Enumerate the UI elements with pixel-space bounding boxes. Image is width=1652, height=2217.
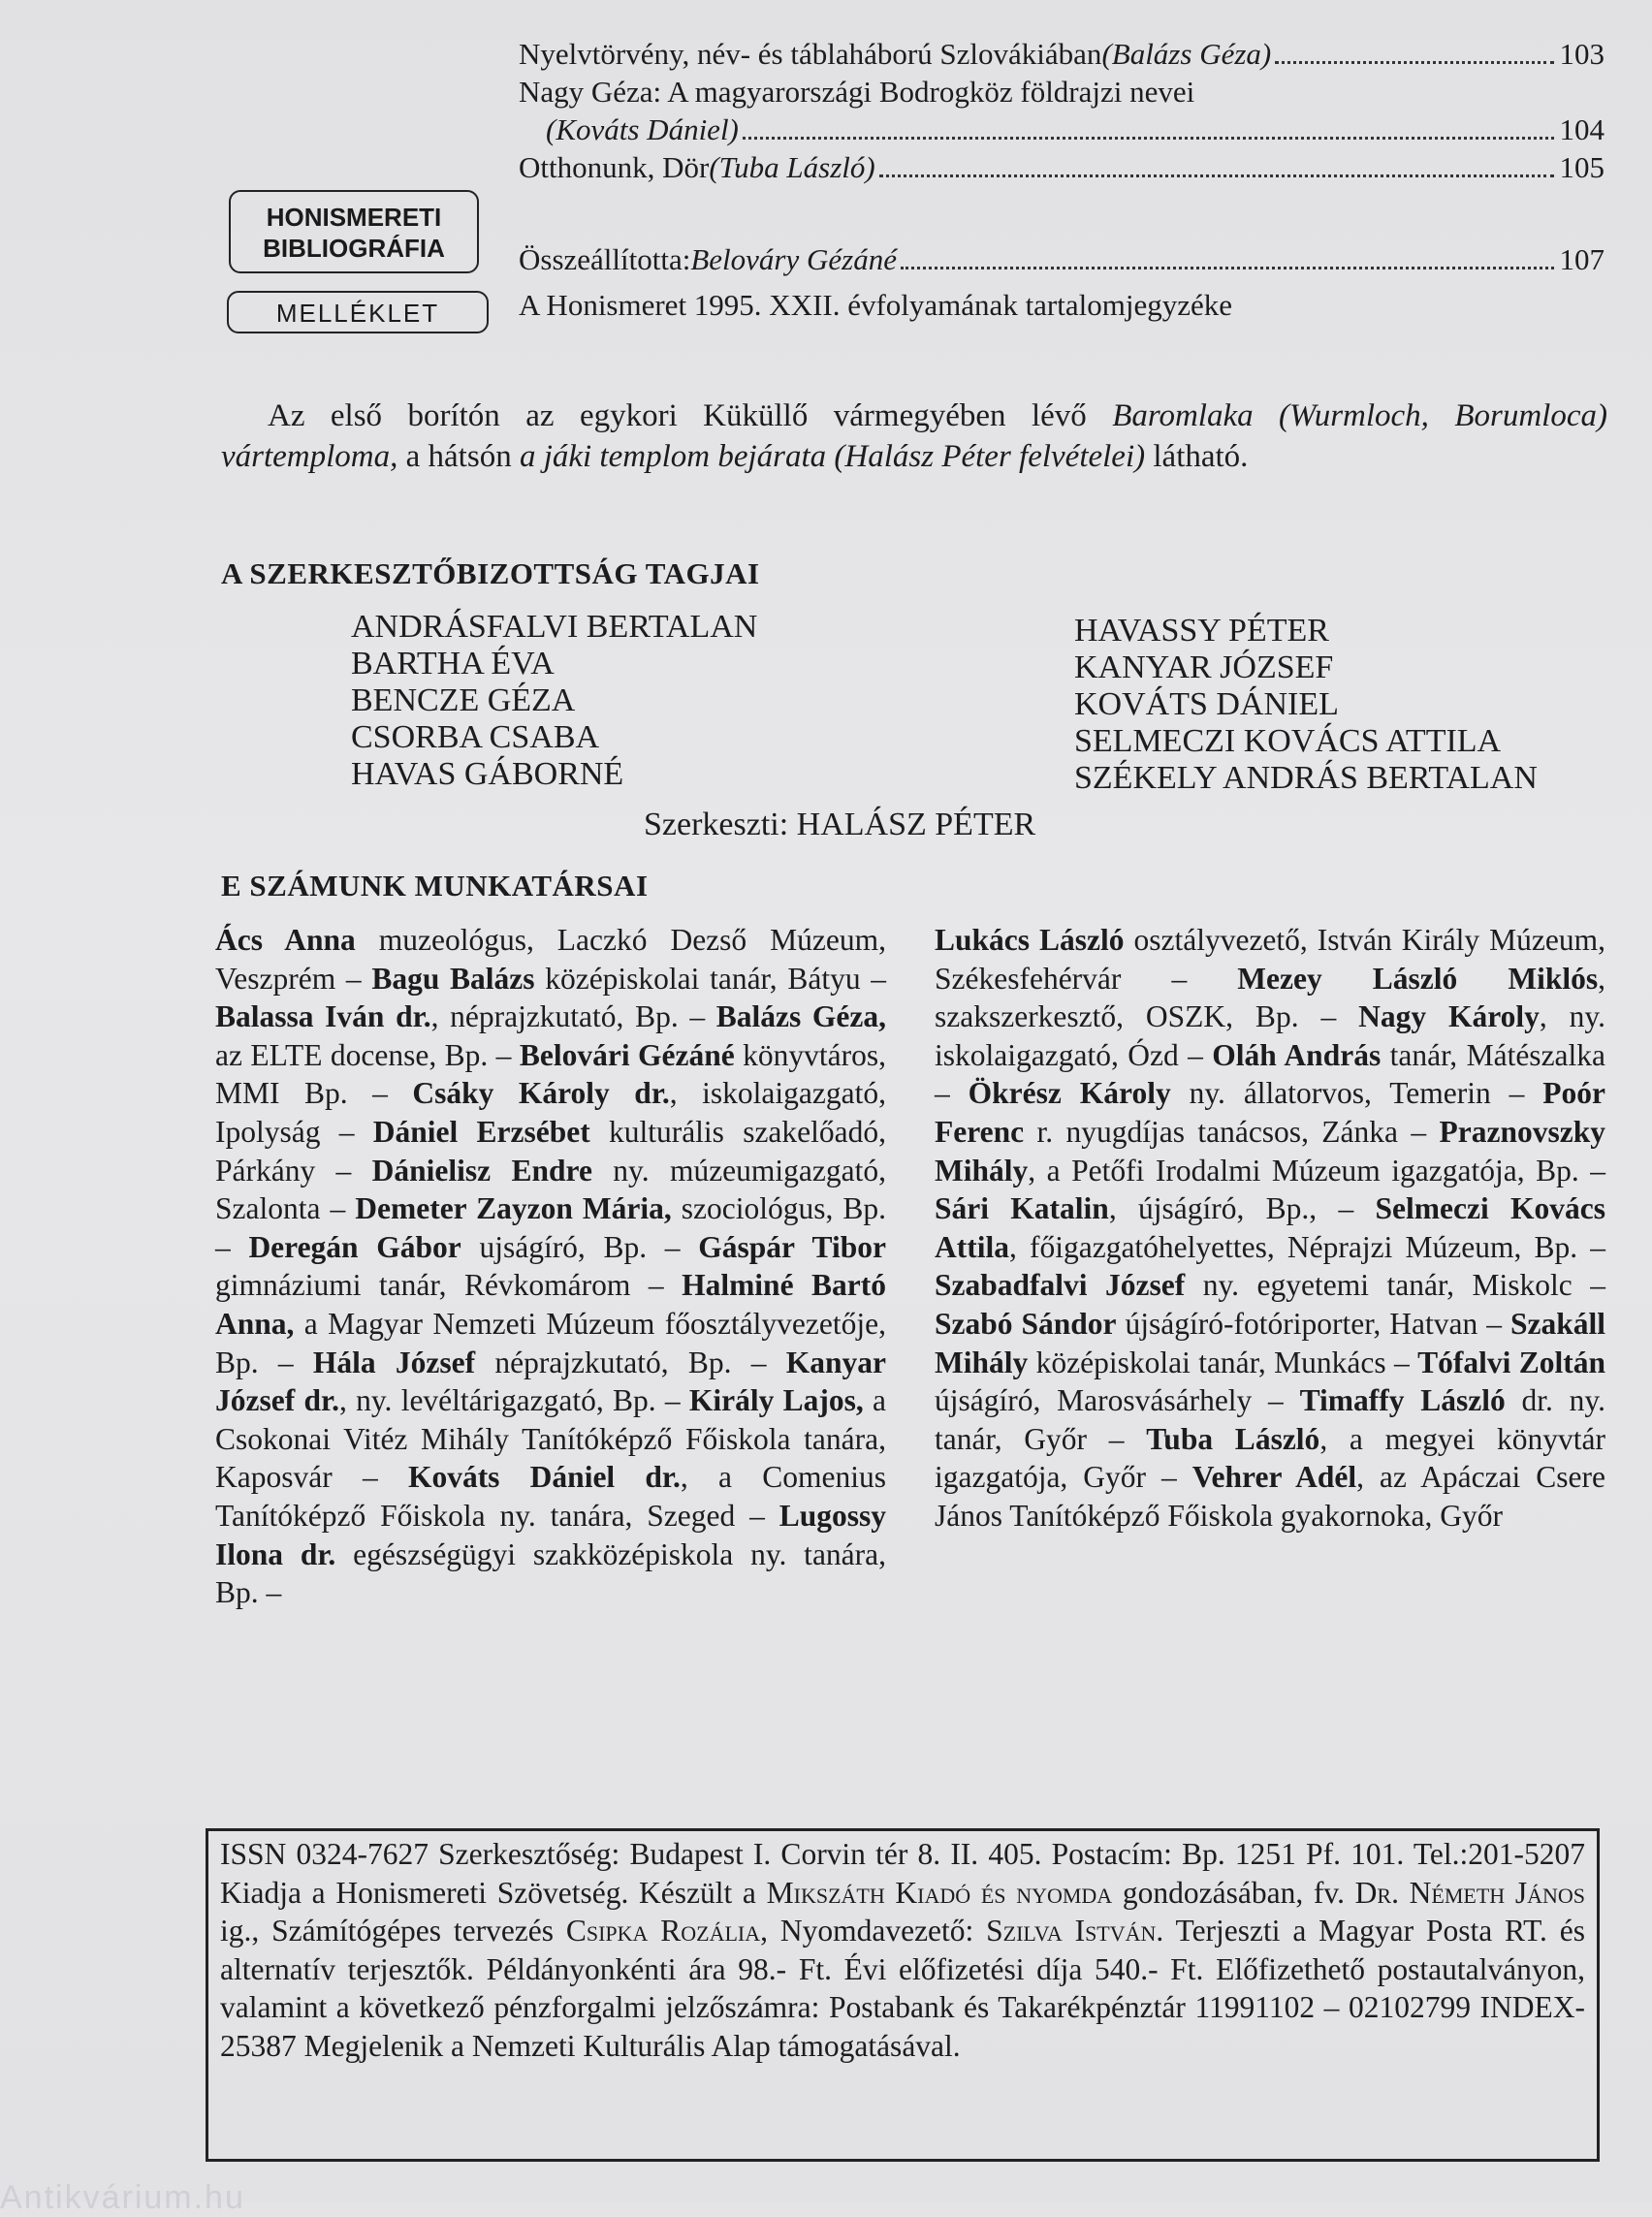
contributor-description: , újságíró, Bp., – [1108,1191,1376,1226]
contributor-name: Praznovszky Mihály [935,1114,1605,1188]
contributor-description: néprajzkutató, Bp. – [475,1345,786,1379]
contributor-name: Kanyar József dr. [215,1345,887,1418]
contributor-name: Szabadfalvi József [935,1268,1186,1303]
leader-dots [901,266,1554,269]
page-number: 103 [1559,37,1604,71]
contributor-description: ny. állatorvos, Temerin – [1170,1076,1543,1111]
page-number: 107 [1559,242,1604,276]
contributor-description: , a Petőfi Irodalmi Múzeum igazgatója, Bp. – [1028,1153,1605,1188]
contributor-name: Selmeczi Kovács Attila [935,1191,1606,1264]
contributor-name: Csáky Károly dr. [412,1076,670,1111]
contributor-name: Király Lajos, [688,1383,864,1418]
cover-caption: Az első borítón az egykori Küküllő vármegyében lévő Baromlaka (Wurmloch, Borumloca) vártemploma, a hátsón a jáki templom bejárata (Halász Péter felvételei) látható. [221,398,1607,474]
page-number: 105 [1559,150,1604,184]
board-member: KANYAR JÓZSEF [1074,649,1334,685]
contributor-description: , ny. levéltárigazgató, Bp. – [338,1383,689,1418]
board-member: BARTHA ÉVA [351,646,555,681]
contributor-description: ujságíró, Bp. – [461,1229,699,1264]
page-number: 104 [1559,112,1604,146]
toc-entry: Nyelvtörvény, név- és táblaháború Szlovákiában (Balázs Géza) 103 [519,37,1604,71]
contributor-description: a Magyar Nemzeti Múzeum főosztályvezetője, Bp. – [215,1306,886,1379]
contributor-description: , iskolaigazgató, Ipolyság – [215,1076,886,1149]
bibliography-label-box: HONISMERETI BIBLIOGRÁFIA [229,190,479,273]
leader-dots [879,174,1554,177]
contributor-name: Hála József [312,1345,476,1379]
contributor-description: dr. ny. tanár, Győr – [935,1383,1605,1456]
contributor-name: Gáspár Tibor [698,1229,886,1264]
contributor-name: Deregán Gábor [248,1229,461,1264]
toc-entry-continuation: (Kováts Dániel) 104 [546,112,1604,146]
editor-line: Szerkeszti: HALÁSZ PÉTER [644,807,1036,842]
board-member: SELMECZI KOVÁCS ATTILA [1074,723,1502,759]
contributor-name: Belovári Gézáné [519,1037,735,1072]
board-member: HAVASSY PÉTER [1074,613,1329,649]
board-members-left [351,609,757,793]
contributor-name: Kováts Dániel dr. [407,1460,681,1495]
contributor-description: az ELTE docense, Bp. – [215,1037,520,1072]
contributor-name: Mezey László Miklós [1237,961,1599,996]
contributor-description: középiskolai tanár, Bátyu – [534,961,887,996]
contributor-name: Timaffy László [1299,1383,1506,1418]
contributors-heading: E SZÁMUNK MUNKATÁRSAI [221,869,649,903]
toc-entry: Nagy Géza: A magyarországi Bodrogköz földrajzi nevei [519,75,1195,109]
contributor-name: Szakáll Mihály [935,1306,1605,1379]
leader-dots [1275,60,1554,64]
leader-dots [743,136,1554,140]
contributor-description: , néprajzkutató, Bp. – [430,999,716,1034]
contributor-description: szociológus, Bp. – [215,1191,886,1264]
contributor-description: , az Apáczai Csere János Tanítóképző Főiskola gyakornoka, Győr [935,1460,1605,1533]
editorial-board-heading: A SZERKESZTŐBIZOTTSÁG TAGJAI [221,556,760,590]
board-member: ANDRÁSFALVI BERTALAN [351,609,758,645]
board-member: BENCZE GÉZA [351,682,576,718]
toc-entry: Összeállította: Belováry Gézáné 107 [519,242,1604,276]
contributor-name: Tófalvi Zoltán [1417,1345,1605,1379]
contributor-name: Ács Anna [215,923,356,957]
board-members-right [1074,613,1538,797]
contributor-name: Poór Ferenc [935,1076,1606,1149]
contributor-description: , főigazgatóhelyettes, Néprajzi Múzeum, Bp. – [1008,1229,1605,1264]
contributor-description: újságíró-fotóriporter, Hatvan – [1116,1306,1510,1341]
toc-entry: Otthonunk, Dör (Tuba László) 105 [519,150,1604,184]
supplement-label-box: MELLÉKLET [227,291,489,333]
contributors-column-right [935,921,1605,1536]
contributor-description: , szakszerkesztő, OSZK, Bp. – [935,961,1605,1034]
contributor-description: osztályvezető, István Király Múzeum, Székesfehérvár – [935,923,1605,996]
contributor-description: ny. múzeumigazgató, Szalonta – [215,1153,886,1226]
contributor-name: Balassa Iván dr. [215,999,431,1034]
contributor-name: Szabó Sándor [935,1306,1117,1341]
contributor-description: gimnáziumi tanár, Révkomárom – [215,1268,683,1303]
contributor-name: Bagu Balázs [371,961,535,996]
contributor-name: Lukács László [935,923,1125,957]
board-member: SZÉKELY ANDRÁS BERTALAN [1074,760,1538,796]
contributor-description: r. nyugdíjas tanácsos, Zánka – [1024,1114,1440,1149]
contributor-name: Demeter Zayzon Mária, [355,1191,672,1226]
contributor-description: , a Comenius Tanítóképző Főiskola ny. tanára, Szeged – [215,1460,886,1533]
contributor-name: Dánielisz Endre [371,1153,592,1188]
board-member: HAVAS GÁBORNÉ [351,756,624,792]
contributor-name: Vehrer Adél [1191,1460,1357,1495]
contributor-description: könyvtáros, MMI Bp. – [215,1037,887,1111]
contributor-name: Ökrész Károly [968,1076,1171,1111]
contributor-name: Tuba László [1146,1421,1320,1456]
watermark: Antikvárium.hu [0,2179,245,2216]
contributor-name: Nagy Károly [1358,999,1540,1034]
table-of-contents [519,35,1604,324]
contributors-column-left [215,921,886,1612]
contributor-name: Oláh András [1212,1037,1382,1072]
contributor-description: kulturális szakelőadó, Párkány – [215,1114,886,1188]
contributor-description: , a megyei könyvtár igazgatója, Győr – [935,1421,1605,1495]
contributor-description: újságíró, Marosvásárhely – [935,1383,1300,1418]
contributor-name: Balázs Géza, [715,999,886,1034]
contributor-name: Sári Katalin [935,1191,1109,1226]
contributor-description: egészségügyi szakközépiskola ny. tanára, Bp. – [215,1536,886,1610]
contributor-description: muzeológus, Laczkó Dezső Múzeum, Veszprém – [215,923,886,996]
board-member: KOVÁTS DÁNIEL [1074,686,1339,722]
contributor-description: a Csokonai Vitéz Mihály Tanítóképző Főiskola tanára, Kaposvár – [215,1383,887,1495]
contributor-name: Lugossy Ilona dr. [215,1498,886,1571]
contributor-description: középiskolai tanár, Munkács – [1028,1345,1418,1379]
contributor-description: , ny. iskolaigazgató, Ózd – [935,999,1605,1072]
toc-entry: A Honismeret 1995. XXII. évfolyamának tartalomjegyzéke [519,288,1233,322]
contributor-name: Dániel Erzsébet [372,1114,590,1149]
contributor-name: Halminé Bartó Anna, [215,1268,886,1341]
board-member: CSORBA CSABA [351,719,600,755]
imprint-box: ISSN 0324-7627 Szerkesztőség: Budapest I. Corvin tér 8. II. 405. Postacím: Bp. 1251 Pf. 101. Tel.:201-5207 Kiadja a Honismereti Szövetség. Készült a Mikszáth Kiadó és nyomda gondozásában, fv. Dr. Németh János ig., Számítógépes tervezés Csipka Rozália, Nyomdavezető: Szilva István. Terjeszti a Magyar Posta RT. és alternatív terjesztők. Példányonkénti ára 98.- Ft. Évi előfizetési díja 540.- Ft. Előfizethető postautalványon, valamint a következő pénzforgalmi jelzőszámra: Postabank és Takarékpénztár 11991102 – 02102799 INDEX-25387 Megjelenik a Nemzeti Kulturális Alap támogatásával. [206,1828,1600,2162]
contributor-description: tanár, Mátészalka – [935,1037,1606,1111]
contributor-description: ny. egyetemi tanár, Miskolc – [1185,1268,1605,1303]
